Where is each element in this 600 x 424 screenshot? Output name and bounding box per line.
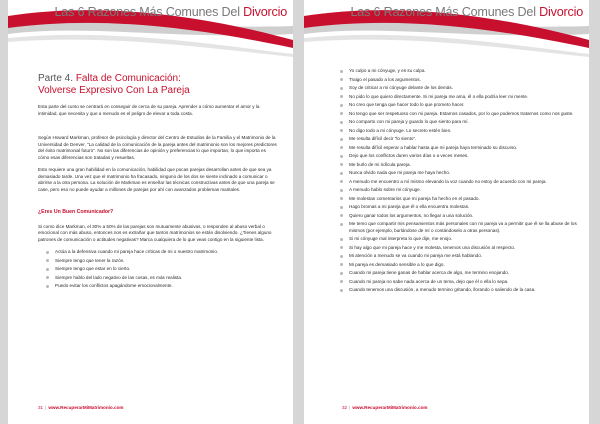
header-title: Las 6 Razones Más Comunes Del Divorcio <box>54 5 287 19</box>
footer-url-link[interactable]: www.RecuperarMiMatrimonio.com <box>48 405 124 410</box>
page-31 <box>8 0 293 424</box>
list-item: Soy de criticar a mi cónyuge delante de los demás. <box>340 85 578 92</box>
list-item: Dejo que los conflictos duren varios días o a veces meses. <box>340 153 578 160</box>
list-item: Cuando mi pareja tiene ganas de hablar acerca de algo, me termino enojando. <box>340 270 578 277</box>
list-item: Hago bromas a mi pareja que él o ella encuentra molestas. <box>340 204 578 211</box>
list-item: Si hay algo que mi pareja hace y me molesta, tenemos una discusión al respecto. <box>340 245 578 252</box>
list-item: No tengo que ser respetuoso con mi pareja. Estamos casados, por lo que podemos tratarnos como nos guste. <box>340 111 578 118</box>
intro-paragraph: Esta parte del curso se centrará en conseguir de cerca de su pareja. Aprender a cómo aumentar el amor y la intimidad, que necesita y que a menudo es el peligro de elevar a toda costa. <box>38 104 260 116</box>
section-paragraph: Si como dice Markman, el 30% a 50% de las parejas son mutuamente abusivas, o responden al abuso verbal o emocional con más abuso, entonces nos es extrañar que tantos matrimonios se están disolviendo. ¿Tienes alguno patrones de comunicación o actitudes negativas? Marca cualquiera de lo que veas contigo en la siguiente lista. <box>38 223 272 242</box>
section-heading: ¿Eres Un Buen Comunicador? <box>38 209 114 215</box>
list-item: Siempre hablo del lado negativo de las cosas, es más realista. <box>46 275 278 282</box>
list-item: Me temo que compartir mis pensamientos más personales con mi pareja va a permitir que él se lla abuse de los mismos (por ejemplo, burlándose de mí o contándoselo a otras personas). <box>340 221 578 234</box>
page-32 <box>304 0 589 424</box>
list-item: Nunca olvido nada que mi pareja me haya hecho. <box>340 170 578 177</box>
list-item: No creo que tenga que hacer todo lo que prometo hacer. <box>340 102 578 109</box>
right-checklist <box>332 68 578 294</box>
page-footer <box>38 405 123 410</box>
list-item: No comparto con mi pareja y guardo lo que siento para mí. <box>340 119 578 126</box>
chapter-title <box>38 73 278 96</box>
list-item: Mi atención a menudo se va cuando mi pareja me está hablando. <box>340 253 578 260</box>
list-item: Cuando mi pareja no sabe nada acerca de un tema, dejo que él o ella lo sepa. <box>340 279 578 286</box>
list-item: A menudo hablo sobre mi cónyuge. <box>340 187 578 194</box>
page-number: 31 <box>38 405 44 410</box>
chapter-title-line1: Falta de Comunicación: <box>75 73 181 84</box>
footer-url-link[interactable]: www.RecuperarMiMatrimonio.com <box>352 405 428 410</box>
list-item: Me molestan comentarios que mi pareja ha hecho en el pasado. <box>340 196 578 203</box>
page-number: 32 <box>342 405 348 410</box>
header-title: Las 6 Razones Más Comunes Del Divorcio <box>350 5 583 19</box>
list-item: Puedo evitar los conflictos apagándome emocionalmente. <box>46 283 278 290</box>
list-item: No digo todo a mi cónyuge. Lo secreto estén bien. <box>340 128 578 135</box>
page-footer <box>342 405 427 410</box>
list-item: Actúa a la defensiva cuando mi pareja hace críticas de mi o nuestro matrimonio. <box>46 249 278 256</box>
list-item: Quiero ganar todos los argumentos, no llegar a una solución. <box>340 213 578 220</box>
list-item: Siempre tengo que tener la razón. <box>46 258 278 265</box>
footer-separator: | <box>349 405 351 410</box>
communication-paragraph: Esto requiere una gran habilidad en la comunicación, habilidad que pocas parejas desarrollan antes de que sea ya demasiado tarde. Una vez que el matrimonio ha fracasado, ninguno de los dos se siente inclinado a comunicar o abrirse a la otra persona. La solución de Markman es enseñar las técnicas constructivas antes de que una pareja se case, pero eso no puede ayudar a millones de parejas por ahí con avanzados problemas maritales. <box>38 167 275 192</box>
list-item: Me burlo de mi ridícula pareja. <box>340 162 578 169</box>
list-item: Cuando tenemos una discusión, a menudo termino gritando, llorando o saliendo de la casa. <box>340 287 578 294</box>
left-checklist <box>38 249 278 290</box>
chapter-title-line2: Volverse Expresivo Con La Pareja <box>38 84 190 96</box>
list-item: A menudo me encuentro a mí mismo elevando la voz cuando no estoy de acuerdo con mi pareja. <box>340 179 578 186</box>
list-item: Me resulta difícil esperar a hablar hasta que mi pareja haya terminado su discurso. <box>340 145 578 152</box>
list-item: Si mi cónyuge mal interpreta lo que dije, me enojo. <box>340 236 578 243</box>
footer-separator: | <box>45 405 47 410</box>
right-page-content <box>332 68 578 296</box>
list-item: Yo culpo a mi cónyuge, y es su culpa. <box>340 68 578 75</box>
list-item: Mi pareja es demasiado sensible a lo que digo. <box>340 262 578 269</box>
list-item: No pido lo que quiero directamente. Si mi pareja me ama, él o ella podría leer mi mente. <box>340 94 578 101</box>
chapter-number: Parte 4. <box>38 73 74 84</box>
list-item: Siempre tengo que estar en lo cierto. <box>46 266 278 273</box>
left-page-content <box>38 70 278 292</box>
markman-paragraph: Según Howard Markman, profesor de psicología y director del Centro de Estudios de la Familia y el Matrimonio de la Universidad de Denver, "La calidad de la comunicación de la pareja antes del matrimonio son los mejores predictores del éxito matrimonial futuro". No son las diferencias de opinión y preferencias lo que importan, lo que importa es cómo esas diferencias son tratadas y resueltas. <box>38 135 277 160</box>
list-item: Me resulta difícil decir "lo siento". <box>340 136 578 143</box>
list-item: Traigo el pasado a los argumentos. <box>340 77 578 84</box>
